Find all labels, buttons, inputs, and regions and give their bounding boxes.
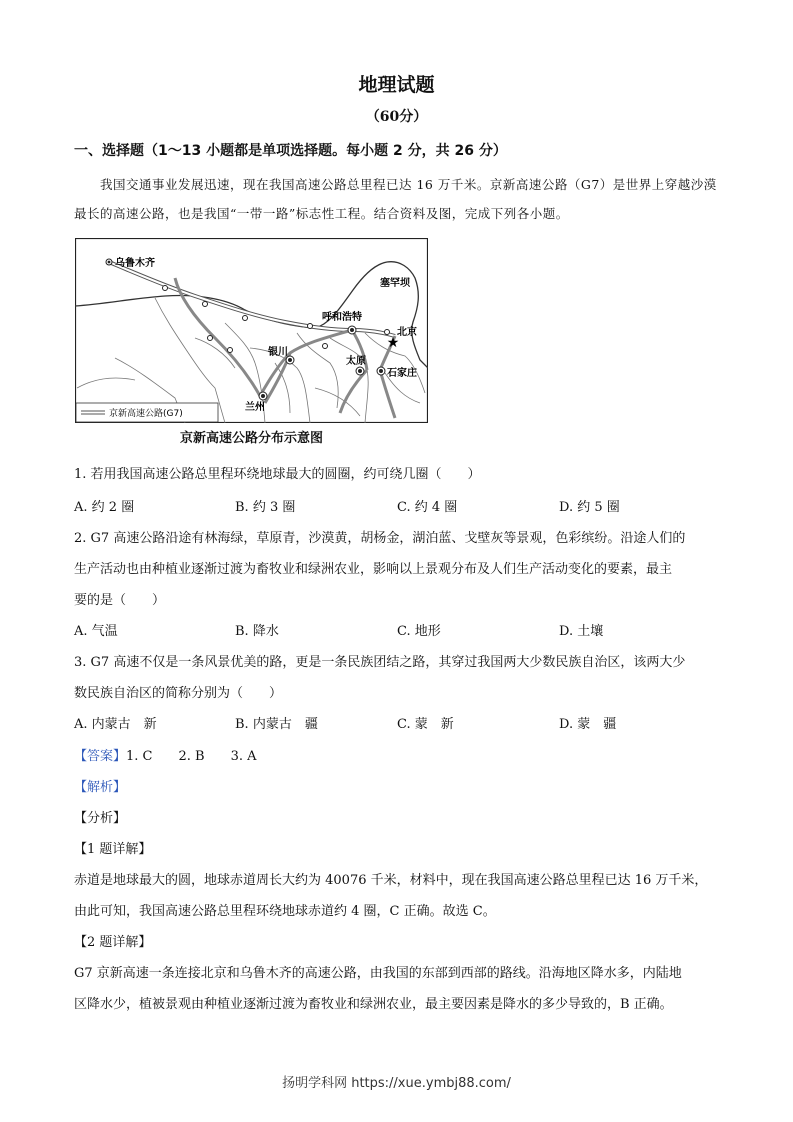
analysis-label: 【解析】: [74, 780, 127, 795]
intro-paragraph: 我国交通事业发展迅速，现在我国高速公路总里程已达 16 万千米。京新高速公路（G7）是世界上穿越沙漠最长的高速公路，也是我国“一带一路”标志性工程。结合资料及图，完成下列各小题。: [74, 177, 717, 221]
detail-1-label: 【1 题详解】: [74, 842, 152, 857]
map-caption: 京新高速公路分布示意图: [179, 431, 323, 446]
detail-2-label: 【2 题详解】: [74, 935, 152, 950]
q2-option-c: C. 地形: [397, 624, 441, 639]
city-label-shijiazhuang: 石家庄: [387, 368, 417, 379]
question-1-stem: 1. 若用我国高速公路总里程环绕地球最大的圆圈，约可绕几圈（ ）: [74, 467, 481, 482]
city-label-hohhot: 呼和浩特: [322, 312, 362, 323]
city-label-urumqi: 乌鲁木齐: [115, 258, 155, 269]
beijing-star-icon: ★: [386, 335, 400, 351]
question-2-stem-line-1: 2. G7 高速公路沿途有林海绿，草原青，沙漠黄，胡杨金，湖泊蓝、戈壁灰等景观，色彩缤纷。沿途人们的: [74, 531, 686, 546]
question-3-stem-line-2: 数民族自治区的简称分别为（ ）: [74, 686, 283, 701]
map-legend: [76, 403, 218, 422]
question-2-stem-line-2: 生产活动也由种植业逐渐过渡为畜牧业和绿洲农业，影响以上景观分布及人们生产活动变化的要素，最主: [74, 562, 673, 577]
detail-1-line-1: 赤道是地球最大的圆，地球赤道周长大约为 40076 千米，材料中，现在我国高速公路总里程已达 16 万千米，: [74, 873, 708, 888]
answer-row: [74, 745, 257, 764]
q1-option-b: B. 约 3 圈: [235, 500, 296, 515]
score-subtitle: （60分）: [365, 109, 428, 125]
answer-label: 【答案】: [74, 749, 127, 764]
city-label-taiyuan: 太原: [346, 356, 366, 367]
question-2-stem-line-3: 要的是（ ）: [74, 593, 166, 608]
q1-option-a: A. 约 2 圈: [74, 500, 135, 515]
city-label-lanzhou: 兰州: [245, 402, 265, 413]
city-label-beijing: 北京: [397, 327, 417, 338]
section-heading: 一、选择题（1～13 小题都是单项选择题。每小题 2 分，共 26 分）: [74, 143, 507, 159]
q1-option-c: C. 约 4 圈: [397, 500, 458, 515]
q3-option-b: B. 内蒙古 疆: [235, 717, 318, 732]
q2-option-b: B. 降水: [235, 624, 279, 639]
detail-1-line-2: 由此可知，我国高速公路总里程环绕地球赤道约 4 圈，C 正确。故选 C。: [74, 904, 496, 919]
city-label-yinchuan: 银川: [268, 347, 288, 358]
fenxi-label: 【分析】: [74, 811, 127, 826]
detail-2-line-2: 区降水少，植被景观由种植业逐渐过渡为畜牧业和绿洲农业，最主要因素是降水的多少导致的，B 正确。: [74, 997, 673, 1012]
q3-option-a: A. 内蒙古 新: [74, 717, 157, 732]
legend-label: 京新高速公路(G7): [109, 409, 183, 419]
detail-2-line-1: G7 京新高速一条连接北京和乌鲁木齐的高速公路，由我国的东部到西部的路线。沿海地区降水多，内陆地: [74, 966, 682, 981]
q1-option-d: D. 约 5 圈: [559, 500, 620, 515]
page-title: 地理试题: [358, 74, 435, 96]
q2-option-d: D. 土壤: [559, 624, 604, 639]
answer-text: 1. C 2. B 3. A: [126, 749, 257, 764]
q3-option-c: C. 蒙 新: [397, 717, 454, 732]
g7-highway-map: [75, 238, 428, 423]
question-3-stem-line-1: 3. G7 高速不仅是一条风景优美的路，更是一条民族团结之路，其穿过我国两大少数民族自治区，该两大少: [74, 655, 686, 670]
footer-watermark[interactable]: 扬明学科网 https://xue.ymbj88.com/: [282, 1076, 511, 1091]
city-label-saihanba: 塞罕坝: [380, 278, 410, 289]
q3-option-d: D. 蒙 疆: [559, 717, 617, 732]
q2-option-a: A. 气温: [74, 624, 118, 639]
